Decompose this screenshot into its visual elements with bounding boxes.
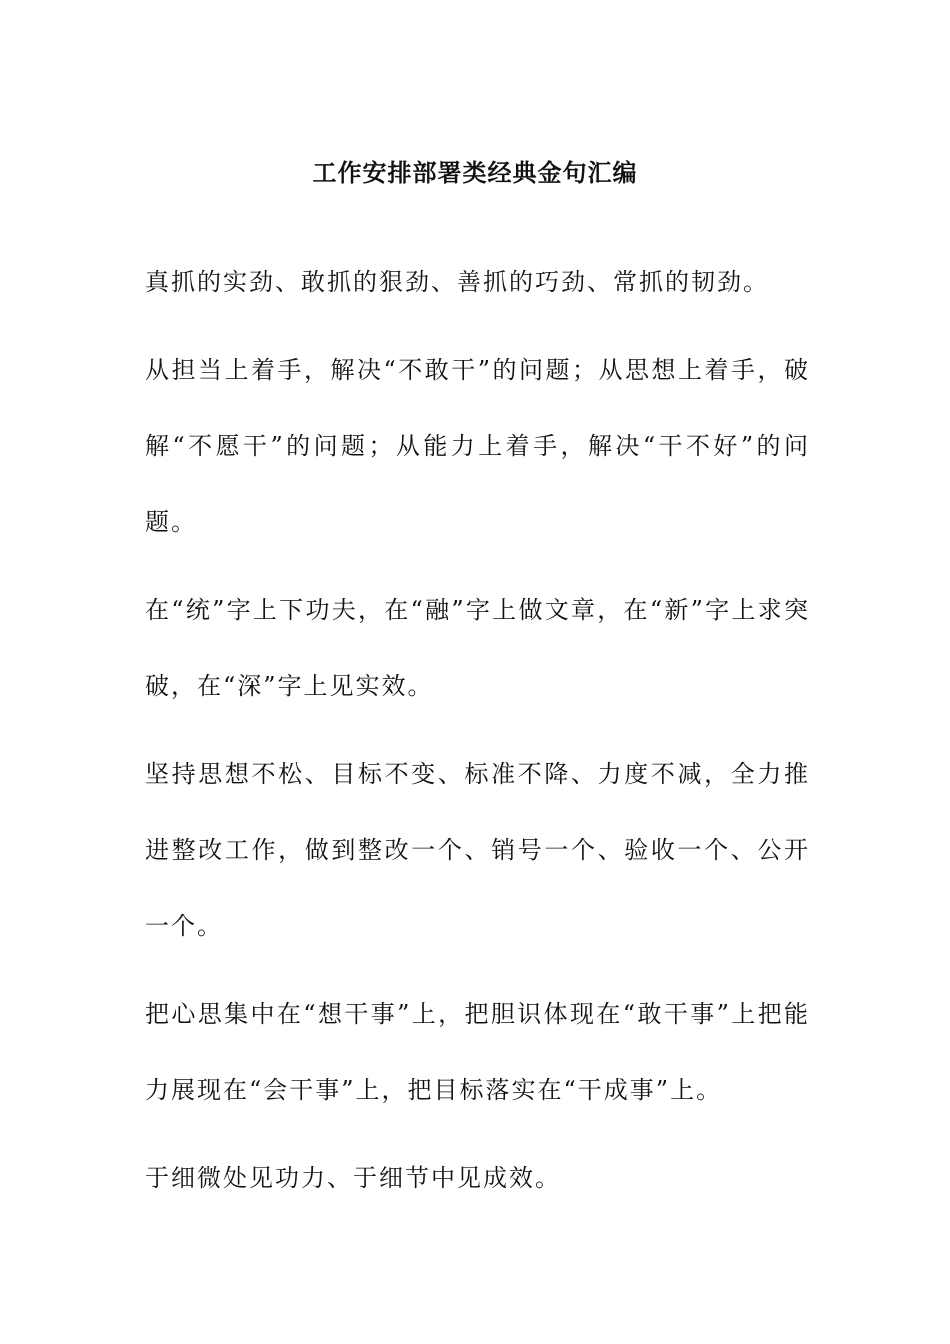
paragraph-2: 从担当上着手，解决“不敢干”的问题；从思想上着手，破解“不愿干”的问题；从能力上着手，解决“干不好”的问题。	[145, 356, 810, 536]
paragraph-3: 在“统”字上下功夫，在“融”字上做文章，在“新”字上求突破，在“深”字上见实效。	[145, 596, 810, 700]
document-body	[145, 244, 810, 1216]
paragraph-6: 于细微处见功力、于细节中见成效。	[145, 1164, 561, 1192]
paragraph-4: 坚持思想不松、目标不变、标准不降、力度不减，全力推进整改工作，做到整改一个、销号一个、验收一个、公开一个。	[145, 760, 810, 940]
paragraph-5: 把心思集中在“想干事”上，把胆识体现在“敢干事”上把能力展现在“会干事”上，把目标落实在“干成事”上。	[145, 1000, 810, 1104]
document-title: 工作安排部署类经典金句汇编	[312, 158, 638, 187]
paragraph-1: 真抓的实劲、敢抓的狠劲、善抓的巧劲、常抓的韧劲。	[145, 268, 769, 296]
